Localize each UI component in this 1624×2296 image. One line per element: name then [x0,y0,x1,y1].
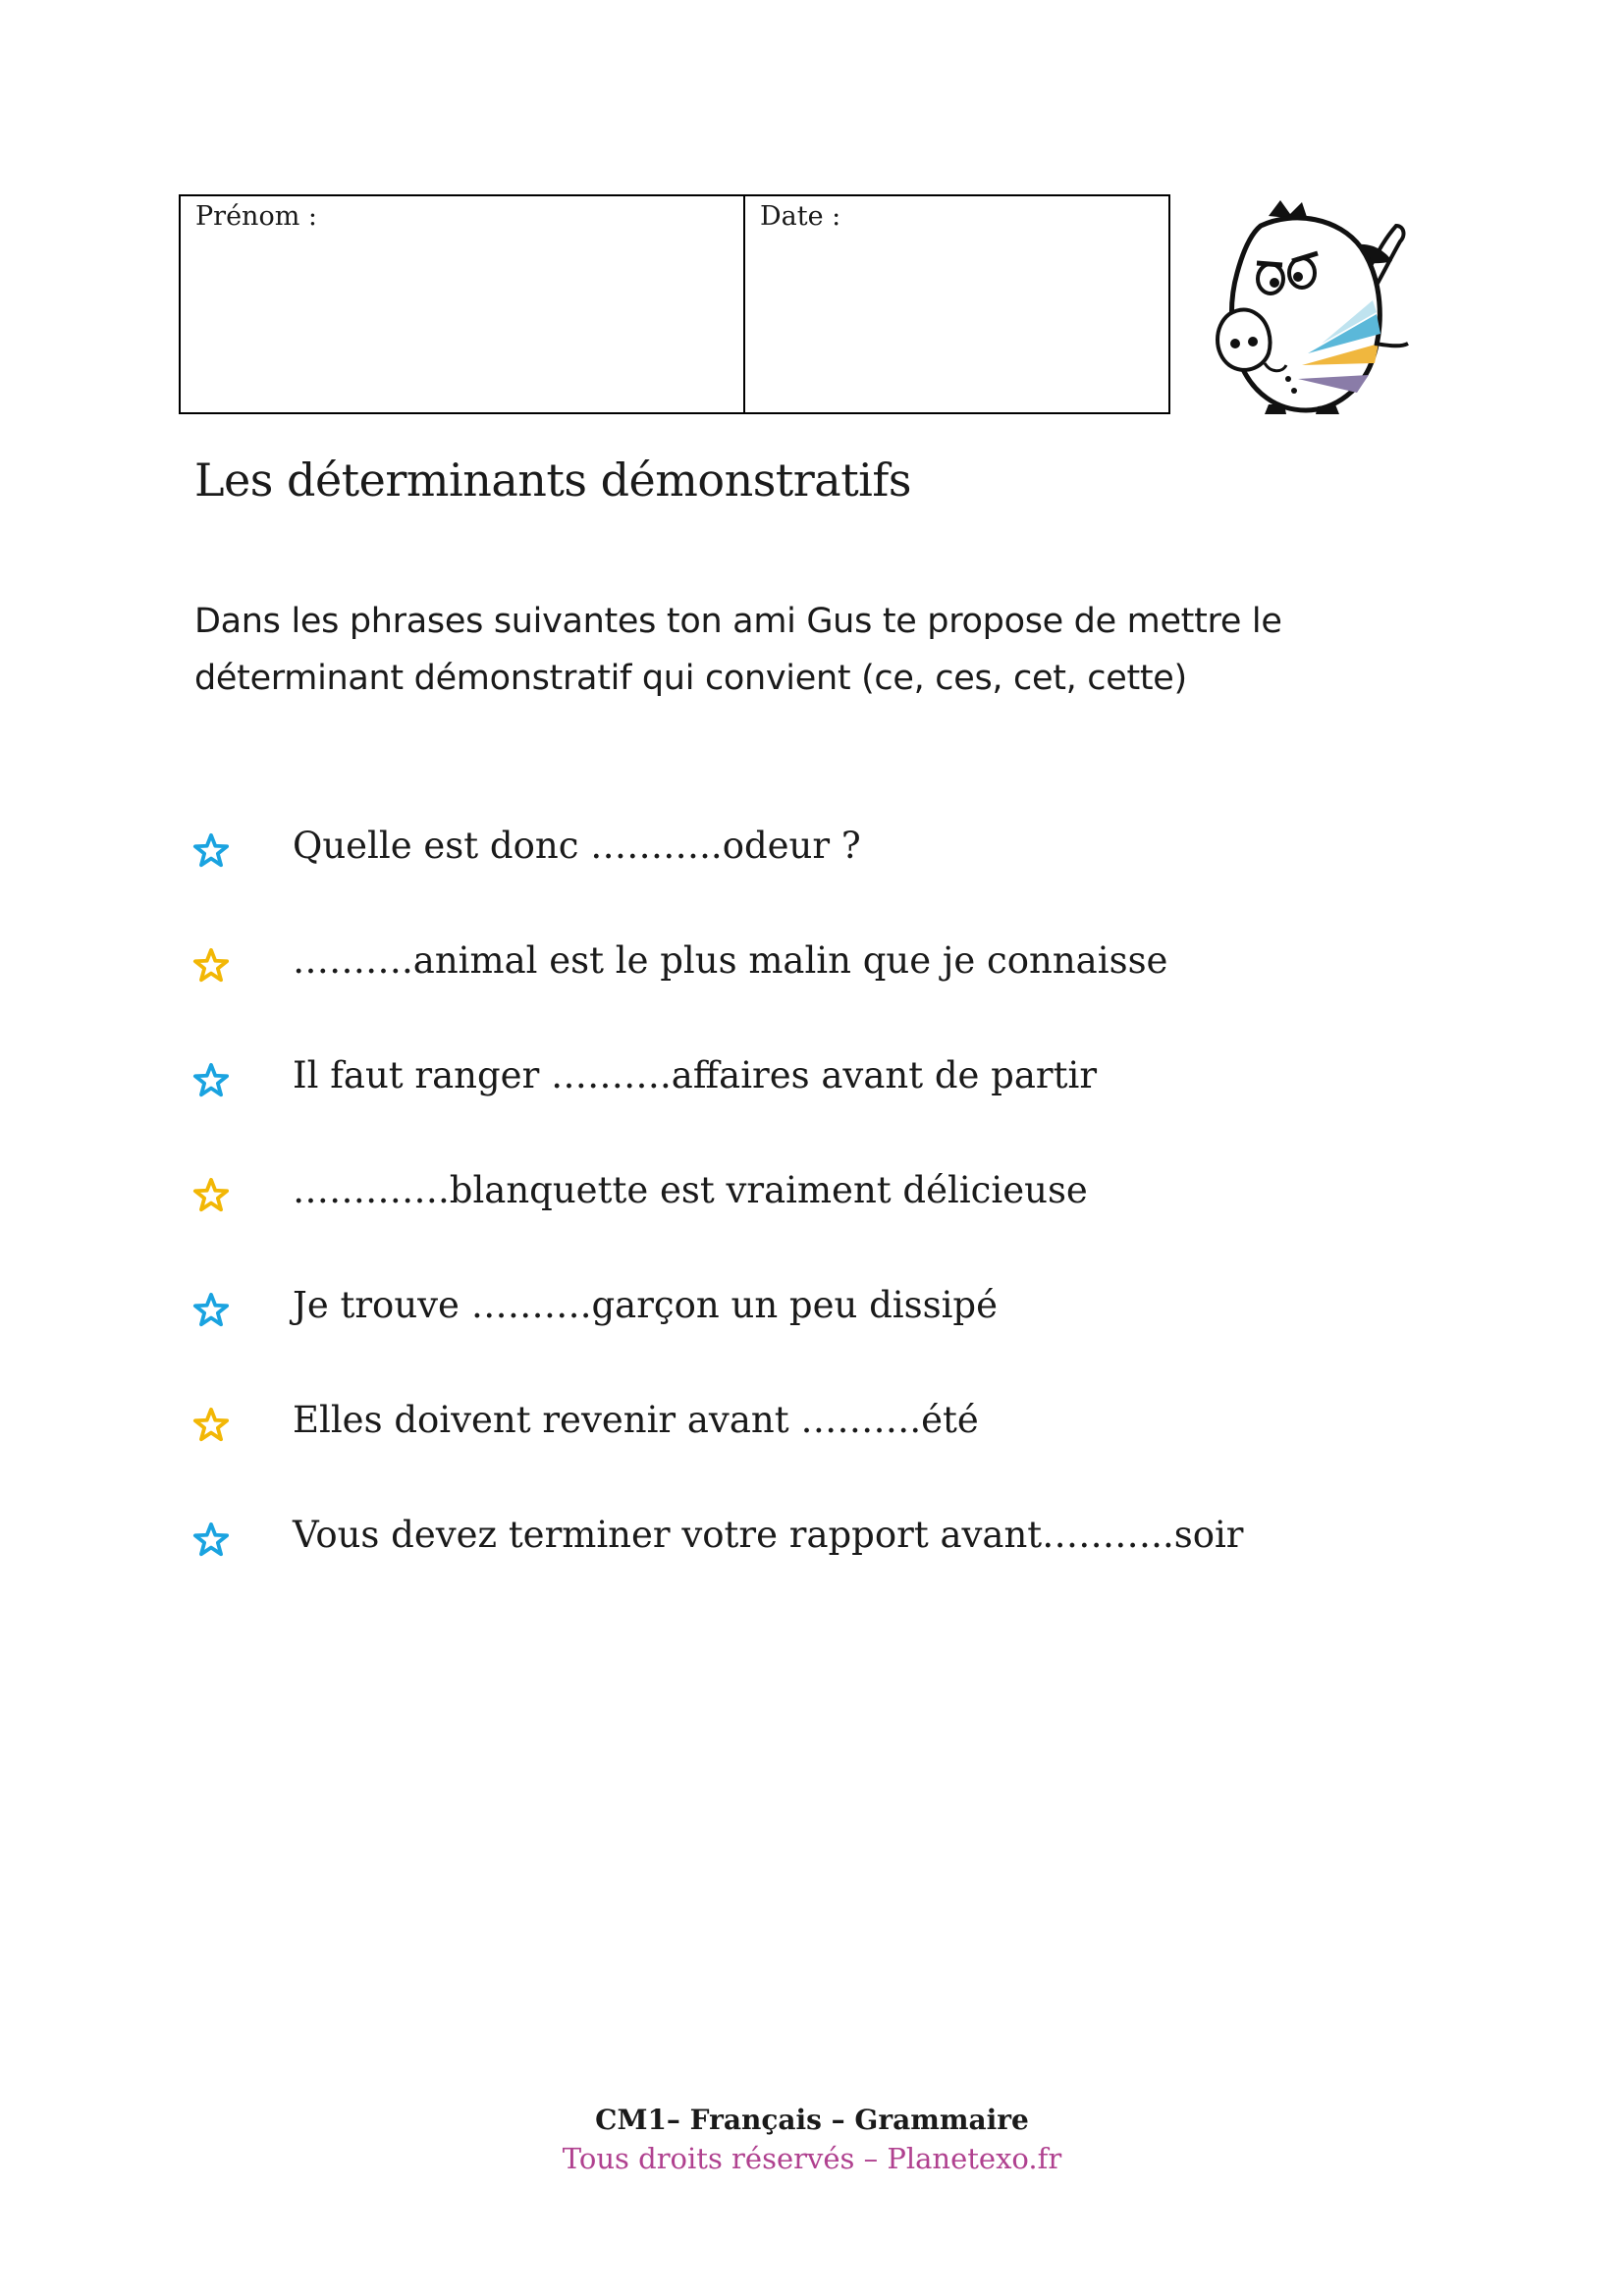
exercise-sentence[interactable]: ……….animal est le plus malin que je connaisse [293,939,1168,982]
exercise-sentence[interactable]: Vous devez terminer votre rapport avant………..soir [293,1514,1244,1556]
star-icon [192,1177,230,1214]
footer-copyright[interactable]: Tous droits réservés – Planetexo.fr [562,2142,1062,2175]
date-label: Date : [760,201,841,232]
star-icon [192,947,230,985]
footer-subject: CM1– Français – Grammaire [595,2104,1029,2136]
star-icon [192,1407,230,1444]
name-field[interactable] [181,196,745,412]
star-icon [192,832,230,870]
exercise-sentence[interactable]: Il faut ranger ……….affaires avant de partir [293,1054,1098,1096]
sheep-mascot-icon [1200,196,1416,417]
exercise-sentence[interactable]: ………….blanquette est vraiment délicieuse [293,1169,1088,1211]
page-title: Les déterminants démonstratifs [194,454,912,507]
name-label: Prénom : [195,201,317,232]
exercise-item [192,1054,1371,1177]
exercise-item [192,939,1371,1062]
exercise-item [192,1169,1371,1292]
star-icon [192,1062,230,1099]
exercise-item [192,1514,1371,1636]
exercise-sentence[interactable]: Quelle est donc ………..odeur ? [293,825,861,867]
exercise-item [192,825,1371,947]
star-icon [192,1292,230,1329]
exercise-item [192,1284,1371,1407]
exercise-list [192,825,1371,1636]
exercise-sentence[interactable]: Je trouve ……….garçon un peu dissipé [293,1284,998,1326]
date-field[interactable] [745,196,1168,412]
student-info-box [179,194,1170,414]
exercise-sentence[interactable]: Elles doivent revenir avant ……….été [293,1399,979,1441]
star-icon [192,1522,230,1559]
exercise-item [192,1399,1371,1522]
exercise-instructions: Dans les phrases suivantes ton ami Gus te propose de mettre le déterminant démonstratif qui convient (ce, ces, cet, cette) [194,602,1282,698]
